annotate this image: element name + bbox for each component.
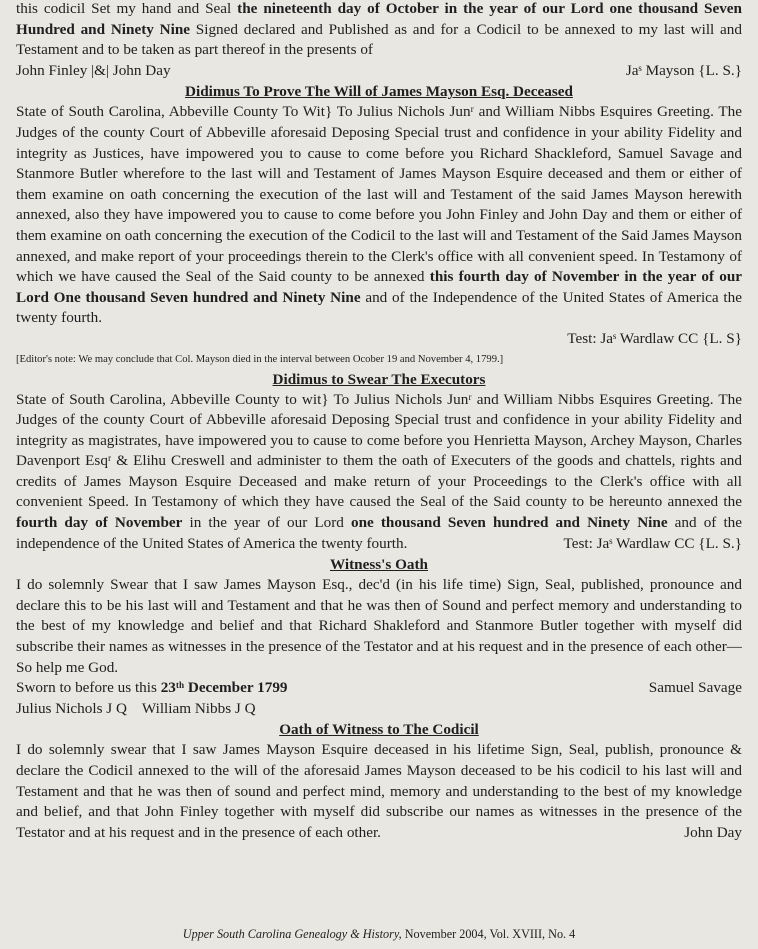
codicil-signature-row xyxy=(16,61,742,82)
heading-witness-oath: Witness's Oath xyxy=(329,556,429,574)
dedimus-swear-text-cont: and of the independence of the United States of America the twenty fourth. xyxy=(16,514,742,552)
codicil-closing-paragraph xyxy=(16,0,742,61)
dedimus-swear-text-mid: in the year of our Lord xyxy=(182,514,351,532)
dedimus-prove-date: this fourth day of November in the year of our Lord One thousand Seven hundred and Ninety Nine xyxy=(16,268,743,306)
witness-oath-signer: Samuel Savage xyxy=(648,679,742,697)
dedimus-prove-test: Test: Jaˢ Wardlaw CC {L. S} xyxy=(567,329,742,347)
page-footer xyxy=(0,927,758,942)
dedimus-swear-date-day: fourth day of November xyxy=(16,514,183,532)
witness-oath-paragraph: I do solemnly Swear that I saw James Mayson Esq., dec'd (in his life time) Sign, Seal, published, pronounce and declare this to be his last will and Testament and that he was then of Sound and perfect memory and understanding to the best of my knowledge and belief and that Richard Shakleford and Stanmore Butler together with myself did subscribe their names as witnesses in the presence of the Testator and at his request and in the presence of each other—So help me God. xyxy=(16,576,742,676)
codicil-text: this codicil Set my hand and Seal xyxy=(16,0,238,17)
codicil-text-cont: Signed declared and Published as and for a Codicil to be annexed to my last will and Testament and to be taken as part thereof in the presents of xyxy=(16,20,742,59)
heading-codicil-oath: Oath of Witness to The Codicil xyxy=(279,721,479,739)
footer-issue: November 2004, Vol. XVIII, No. 4 xyxy=(401,927,576,941)
witness-oath-justices: Julius Nichols J Q William Nibbs J Q xyxy=(16,699,256,717)
dedimus-swear-date-year: one thousand Seven hundred and Ninety Nine xyxy=(350,514,668,532)
codicil-oath-paragraph: I do solemnly swear that I saw James Mayson Esquire deceased in his lifetime Sign, Seal, publish, pronounce & declare the Codicil annexed to the will of the aforesaid James Mayson deceased to be his codicil to his last will and Testament and that he was then of sound and perfect mind, memory and understanding to the best of my knowledge and belief, and that John Finley together with myself did subscribe our names as witnesses in the presence of the Testator and at his request and in the presence of each other. xyxy=(16,741,742,841)
codicil-oath-signer: John Day xyxy=(684,823,742,841)
dedimus-prove-paragraph xyxy=(16,102,742,329)
witness-oath-sworn: Sworn to before us this 23ᵗʰ December 1799 xyxy=(16,679,288,697)
witness-oath-date: 23ᵗʰ December 1799 xyxy=(160,679,288,697)
dedimus-swear-paragraph xyxy=(16,390,742,555)
editors-note: [Editor's note: We may conclude that Col. Mayson died in the interval between Ocober 19 and November 4, 1799.] xyxy=(16,353,504,365)
codicil-witnesses: John Finley |&| John Day xyxy=(16,61,171,79)
dedimus-prove-text-cont: and of the Independence of the United States of America the twenty fourth. xyxy=(16,288,742,327)
dedimus-prove-text: State of South Carolina, Abbeville County To Wit} To Julius Nichols Junʳ and William Nibbs Esquires Greeting. The Judges of the county Court of Abbeville aforesaid Deposing Special trust and confidence in your ability Fidelity and integrity as Justices, have impowered you to cause to come before you Richard Shackleford, Samuel Savage and Stanmore Butler wherefore to the last will and Testament of James Mayson Esquire deceased and them or either of them examine on oath concerning the execution of the last will and Testament of the said James Mayson herewith annexed, also they have impowered you to cause to come before you John Finley and John Day and them or either of them examine on oath concerning the execution of the Codicil to the last will and Testament of the Said James Mayson annexed, and make report of your proceedings therein to the Clerk's office with all convenient speed. In Testamony of which we have caused the Seal of the Said county to be annexed xyxy=(16,103,742,286)
dedimus-swear-text: State of South Carolina, Abbeville County to wit} To Julius Nichols Junʳ and William Nibbs Esquires Greeting. The Judges of the county Court of Abbeville aforesaid Deposing Special trust and confidence in your ability Fidelity and integrity as magistrates, have impowered you to cause to come before you Henrietta Mayson, Archey Mayson, Charles Davenport Esqʳ & Elihu Creswell and administer to them the oath of Executers of the goods and chattels, rights and credits of James Mayson Esquire Deceased and make return of your Proceedings to the Clerk's office with all convenient Speed. In Testamony of which they have caused the Seal of the Said county to be hereunto annexed the xyxy=(16,390,742,511)
footer-journal: Upper South Carolina Genealogy & History, xyxy=(182,927,402,941)
witness-oath-sworn-row xyxy=(16,678,742,699)
codicil-signer: Jaˢ Mayson {L. S.} xyxy=(625,61,742,79)
dedimus-swear-test: Test: Jaˢ Wardlaw CC {L. S.} xyxy=(563,534,742,552)
heading-dedimus-prove: Didimus To Prove The Will of James Mayson Esq. Deceased xyxy=(185,83,573,101)
heading-dedimus-swear: Didimus to Swear The Executors xyxy=(272,370,486,388)
codicil-date: the nineteenth day of October in the year of our Lord one thousand Seven Hundred and Ninety Nine xyxy=(16,0,742,38)
